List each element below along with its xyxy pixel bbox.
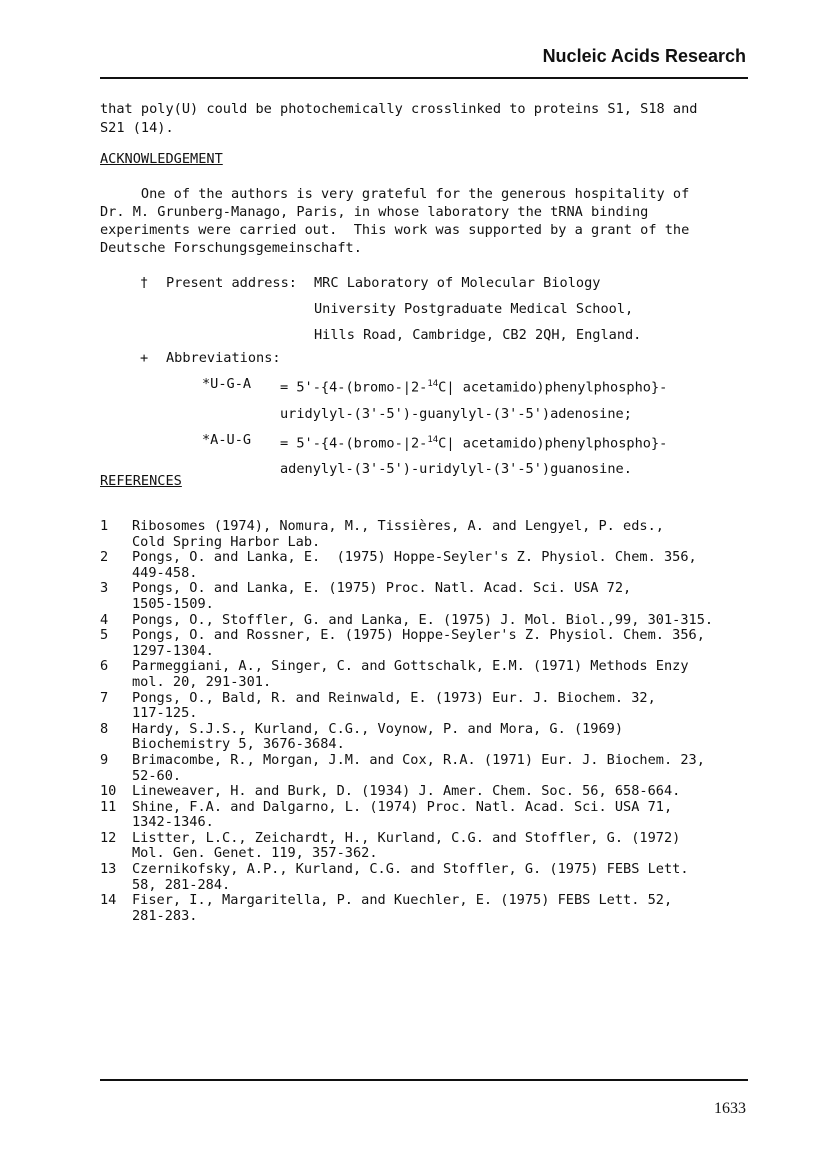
abbreviation-continuation: uridylyl-(3'-5')-guanylyl-(3'-5')adenosine; [280, 405, 632, 422]
page-number: 1633 [714, 1100, 746, 1117]
reference-text: Hardy, S.J.S., Kurland, C.G., Voynow, P. and Mora, G. (1969) Biochemistry 5, 3676-3684. [132, 720, 624, 753]
reference-item [100, 519, 730, 550]
reference-item [100, 893, 730, 924]
reference-number: 9 [100, 751, 109, 768]
references-heading: REFERENCES [100, 473, 182, 489]
abbreviation-entry [202, 427, 667, 457]
journal-title: Nucleic Acids Research [542, 46, 746, 66]
reference-list [100, 519, 730, 924]
abbreviations-label: Abbreviations: [166, 350, 281, 366]
header-rule [100, 77, 748, 79]
reference-text: Ribosomes (1974), Nomura, M., Tissières, A. and Lengyel, P. eds., Cold Spring Harbor Lab. [132, 518, 664, 550]
reference-text: Pongs, O., Bald, R. and Reinwald, E. (1973) Eur. J. Biochem. 32, 117-125. [132, 689, 656, 722]
reference-number: 2 [100, 549, 109, 566]
reference-text: Lineweaver, H. and Burk, D. (1934) J. Amer. Chem. Soc. 56, 658-664. [132, 783, 681, 800]
reference-number: 10 [100, 783, 117, 800]
reference-item [100, 691, 730, 722]
reference-item [100, 753, 730, 784]
reference-item [100, 613, 730, 629]
dagger-symbol: † [140, 275, 149, 291]
address-footnote [140, 270, 641, 348]
address-line: Hills Road, Cambridge, CB2 2QH, England. [314, 327, 642, 343]
abbreviation-definition: = 5'-{4-(bromo-|2-$^{14}$C| acetamido)phenylphospho}- [280, 379, 668, 396]
reference-text: Czernikofsky, A.P., Kurland, C.G. and Stoffler, G. (1975) FEBS Lett. 58, 281-284. [132, 861, 689, 893]
abbreviation-definition: = 5'-{4-(bromo-|2-$^{14}$C| acetamido)phenylphospho}- [280, 434, 668, 452]
reference-item [100, 628, 730, 659]
reference-number: 7 [100, 689, 109, 706]
reference-text: Listter, L.C., Zeichardt, H., Kurland, C.G. and Stoffler, G. (1972) Mol. Gen. Genet. 119, 357-362. [132, 829, 681, 862]
abbreviation-key: *A-U-G [202, 431, 252, 448]
acknowledgement-heading: ACKNOWLEDGEMENT [100, 151, 223, 167]
abbreviations-footnote [140, 345, 667, 482]
reference-text: Pongs, O. and Rossner, E. (1975) Hoppe-Seyler's Z. Physiol. Chem. 356, 1297-1304. [132, 627, 705, 659]
reference-item [100, 831, 730, 862]
reference-text: Shine, F.A. and Dalgarno, L. (1974) Proc. Natl. Acad. Sci. USA 71, 1342-1346. [132, 798, 673, 831]
reference-item [100, 722, 730, 753]
reference-number: 14 [100, 892, 117, 909]
abbreviation-entry [202, 371, 667, 401]
reference-number: 3 [100, 580, 109, 597]
reference-number: 8 [100, 720, 109, 737]
reference-text: Pongs, O., Stoffler, G. and Lanka, E. (1975) J. Mol. Biol.,99, 301-315. [132, 611, 714, 628]
reference-number: 5 [100, 627, 109, 644]
reference-text: Parmeggiani, A., Singer, C. and Gottschalk, E.M. (1971) Methods Enzy mol. 20, 291-301. [132, 658, 689, 690]
intro-paragraph: that poly(U) could be photochemically crosslinked to proteins S1, S18 and S21 (14). [100, 101, 698, 136]
reference-number: 6 [100, 658, 109, 675]
reference-number: 12 [100, 829, 117, 846]
footer-rule [100, 1079, 748, 1081]
reference-item [100, 800, 730, 831]
abbreviation-key: *U-G-A [202, 376, 252, 392]
abbreviation-continuation: adenylyl-(3'-5')-uridylyl-(3'-5')guanosine. [280, 461, 632, 478]
reference-number: 1 [100, 518, 109, 534]
reference-text: Brimacombe, R., Morgan, J.M. and Cox, R.A. (1971) Eur. J. Biochem. 23, 52-60. [132, 751, 705, 784]
address-line: University Postgraduate Medical School, [314, 301, 634, 317]
reference-item [100, 550, 730, 581]
address-label: Present address: [166, 275, 297, 291]
acknowledgement-paragraph: One of the authors is very grateful for the generous hospitality of Dr. M. Grunberg-Manago, Paris, in whose laboratory the tRNA binding experiments were carried out. This work was supported by a grant of the Deutsche Forschungsgemeinschaft. [100, 186, 690, 256]
reference-text: Pongs, O. and Lanka, E. (1975) Proc. Natl. Acad. Sci. USA 72, 1505-1509. [132, 580, 632, 612]
reference-number: 4 [100, 611, 109, 628]
reference-text: Pongs, O. and Lanka, E. (1975) Hoppe-Seyler's Z. Physiol. Chem. 356, 449-458. [132, 549, 697, 581]
reference-item [100, 862, 730, 893]
reference-item [100, 784, 730, 800]
address-line: MRC Laboratory of Molecular Biology [314, 275, 601, 291]
reference-item [100, 581, 730, 612]
plus-symbol: + [140, 350, 149, 366]
reference-item [100, 659, 730, 690]
reference-number: 11 [100, 798, 117, 815]
reference-text: Fiser, I., Margaritella, P. and Kuechler, E. (1975) FEBS Lett. 52, 281-283. [132, 892, 673, 924]
reference-number: 13 [100, 861, 117, 878]
